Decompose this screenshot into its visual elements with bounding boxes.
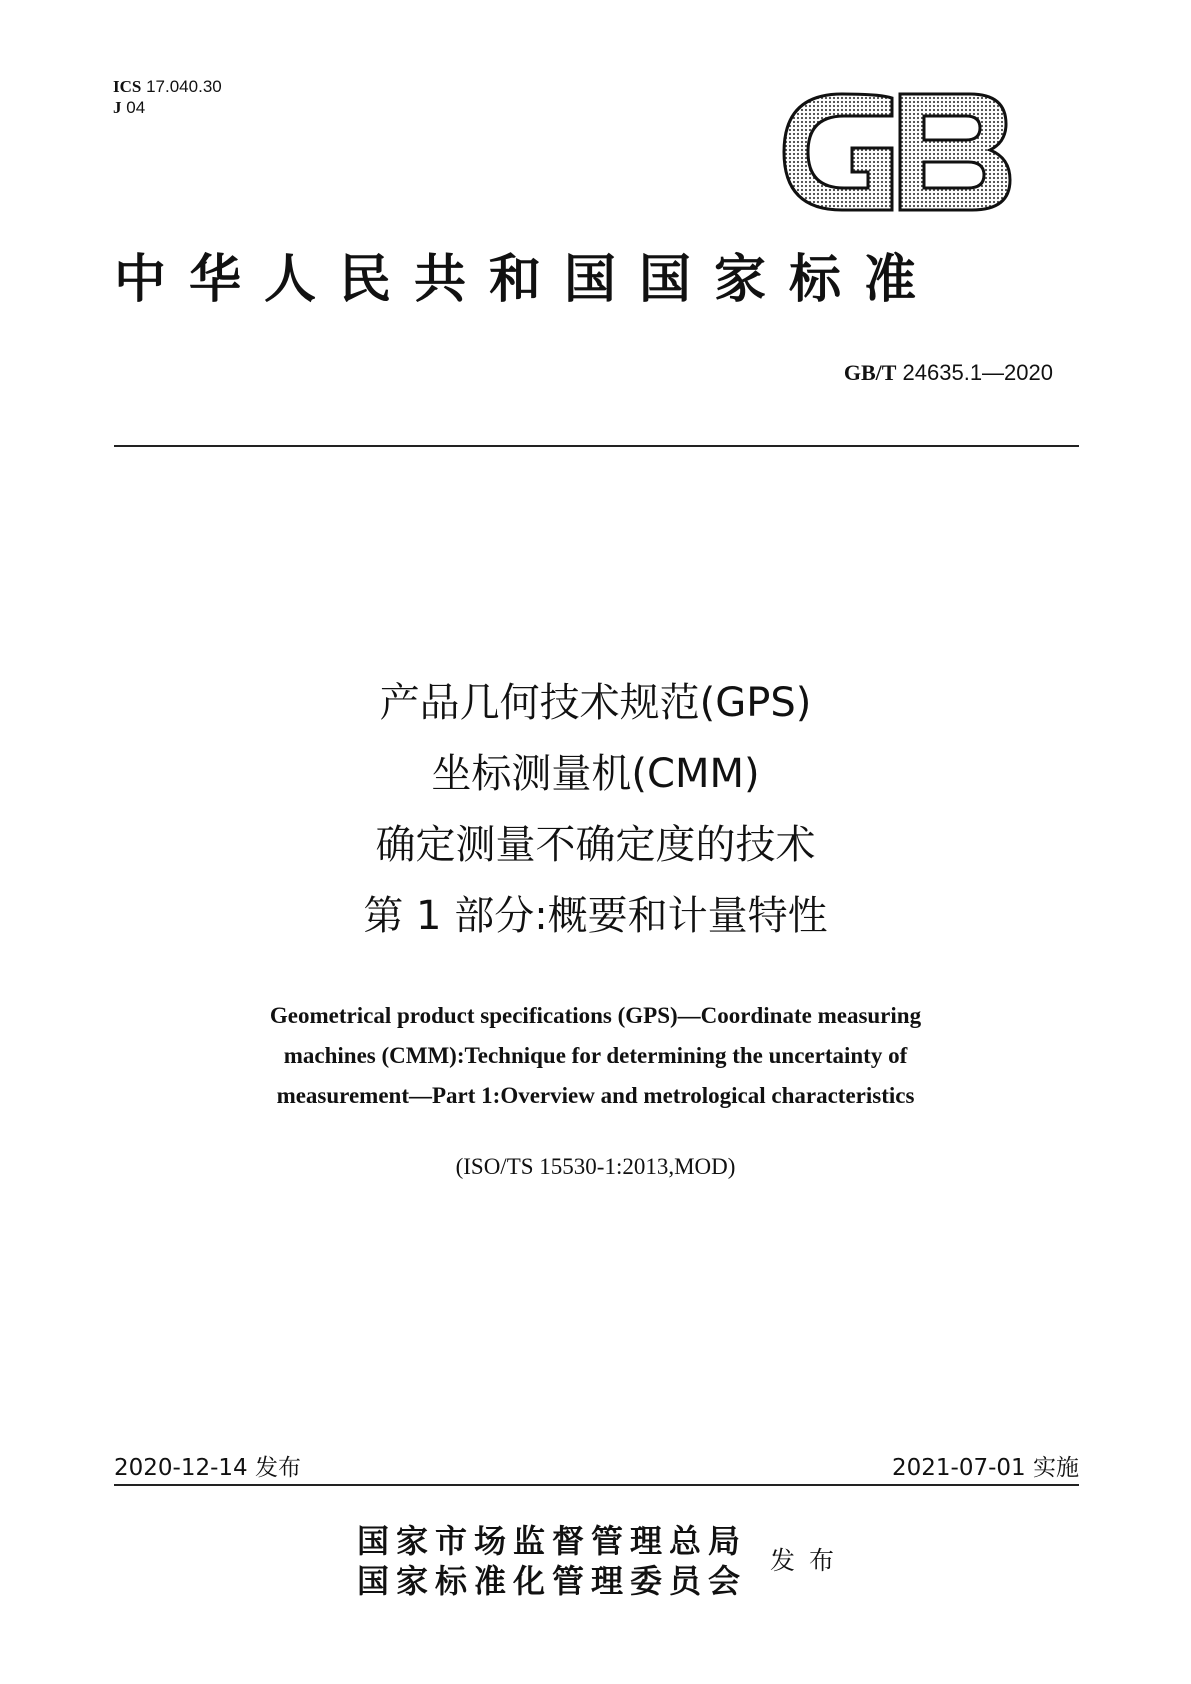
issue-date: 2020-12-14 发布	[114, 1455, 301, 1481]
ccs-line	[113, 97, 222, 118]
issuer: 国家标准化管理委员会	[357, 1562, 748, 1600]
chinese-title-line: 第 1 部分:概要和计量特性	[363, 893, 828, 939]
gb-logo	[780, 92, 1012, 212]
english-title-line: measurement—Part 1:Overview and metrological characteristics	[276, 1083, 915, 1108]
standard-prefix: GB/T	[843, 360, 897, 385]
chinese-title-line: 坐标测量机(CMM)	[431, 751, 760, 797]
ics-line	[113, 76, 222, 97]
standard-number	[844, 360, 1053, 386]
ccs-code: 04	[126, 98, 146, 117]
issuing-authorities	[357, 1521, 747, 1601]
standard-code: 24635.1—2020	[902, 360, 1053, 385]
bottom-divider	[114, 1484, 1079, 1486]
implementation-date: 2021-07-01 实施	[892, 1455, 1079, 1481]
iso-reference: (ISO/TS 15530-1:2013,MOD)	[455, 1154, 736, 1179]
chinese-title	[0, 668, 1191, 952]
english-title-line: Geometrical product specifications (GPS)—Coordinate measuring	[269, 1003, 922, 1028]
top-divider	[114, 445, 1079, 447]
english-title-line: machines (CMM):Technique for determining the uncertainty of	[283, 1043, 908, 1068]
chinese-title-line: 产品几何技术规范(GPS)	[379, 680, 812, 726]
ics-code: 17.040.30	[146, 77, 222, 96]
publish-label: 发布	[770, 1546, 849, 1575]
chinese-title-line: 确定测量不确定度的技术	[375, 822, 816, 868]
issuer: 国家市场监督管理总局	[357, 1522, 748, 1560]
national-standard-title: 中华人民共和国国家标准	[114, 249, 940, 310]
ics-label: ICS	[113, 77, 142, 96]
ccs-label: J	[113, 98, 122, 117]
english-title	[0, 996, 1191, 1116]
classification-codes	[113, 76, 222, 118]
